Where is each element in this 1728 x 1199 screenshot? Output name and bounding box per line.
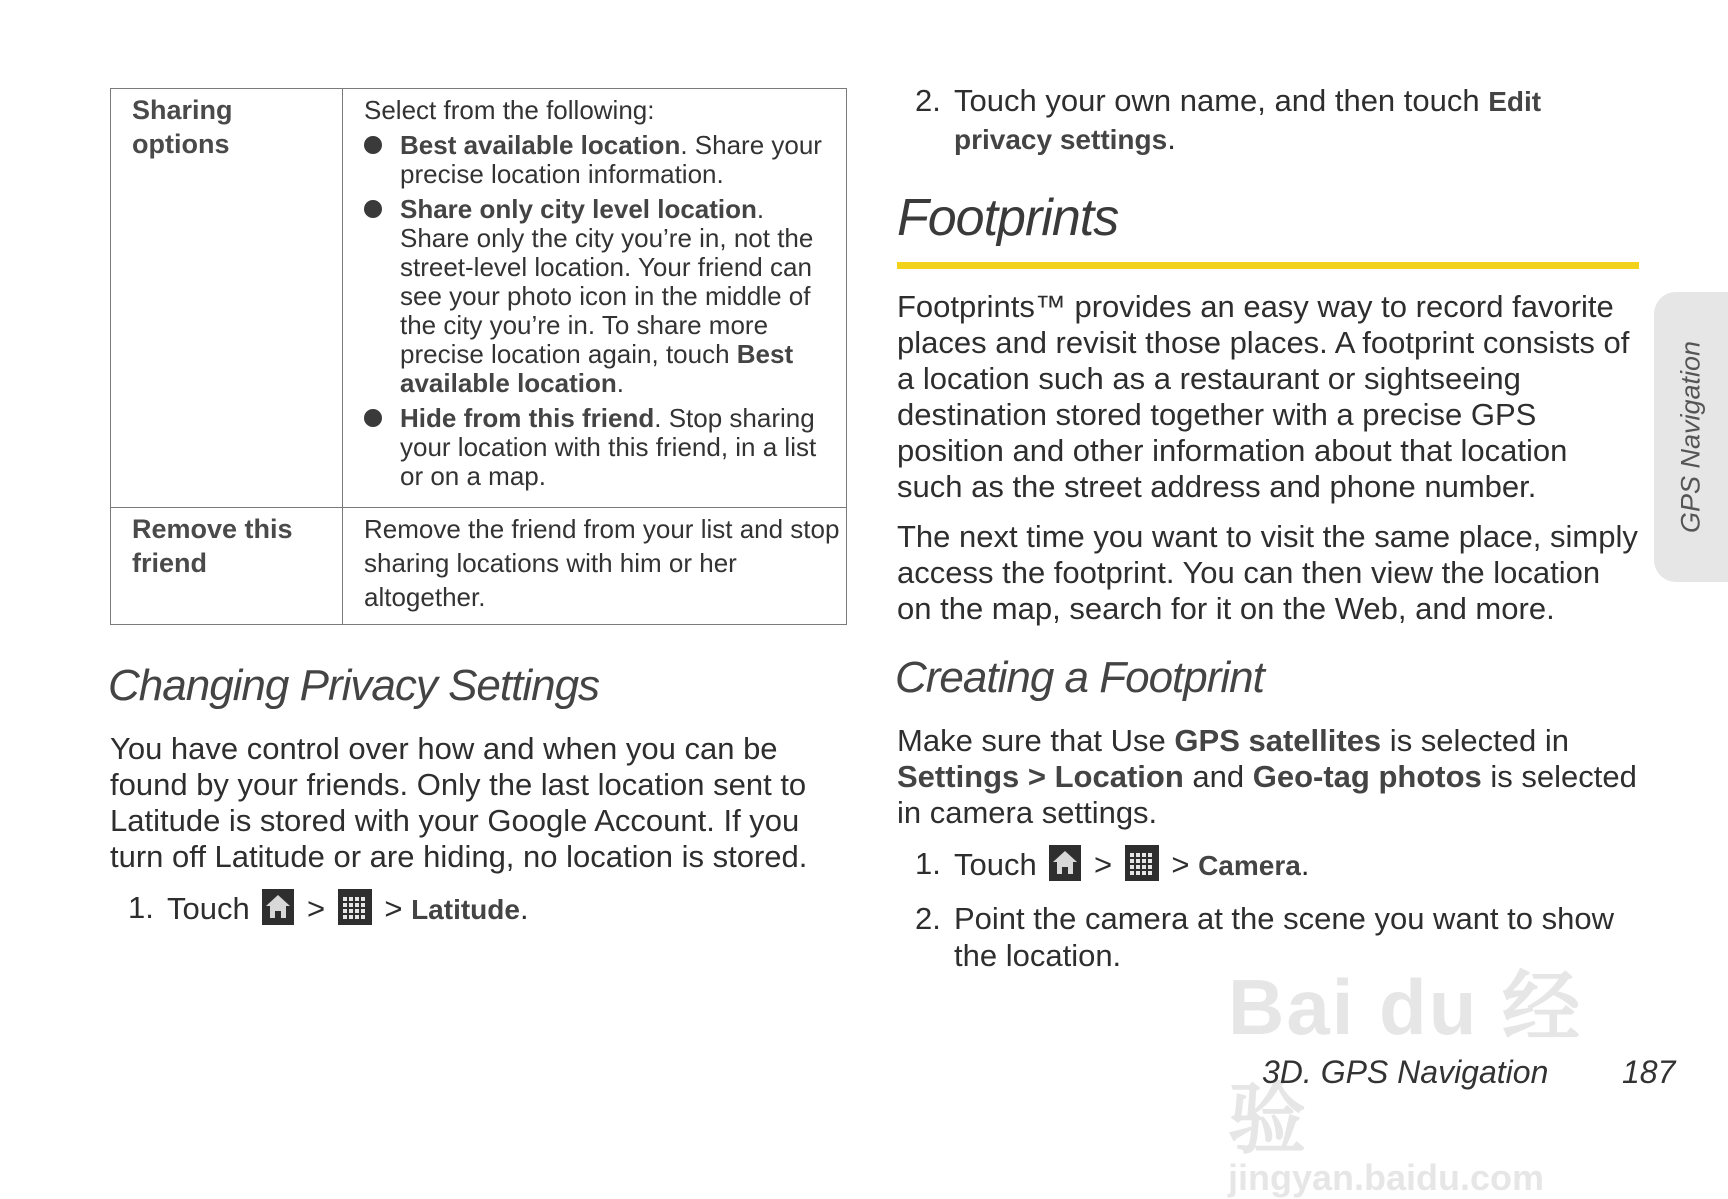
step-number: 1. xyxy=(915,846,941,881)
setting-name: Geo-tag photos xyxy=(1252,759,1482,794)
chapter-side-tab xyxy=(1654,292,1728,582)
bullet-icon xyxy=(364,136,382,154)
step-end: . xyxy=(1167,121,1176,156)
privacy-step-1 xyxy=(110,889,848,928)
option-desc: . Share your precise location information. xyxy=(400,130,822,189)
watermark-logo: Bai du 经验 xyxy=(1228,963,1583,1163)
right-column xyxy=(897,82,1639,990)
table-intro: Select from the following: xyxy=(364,95,655,125)
heading-rule xyxy=(897,262,1639,269)
list-item xyxy=(364,131,840,189)
step-sep: > xyxy=(384,891,403,926)
step-text: Touch xyxy=(954,847,1037,882)
option-name: Share only city level location xyxy=(400,194,757,224)
privacy-heading: Changing Privacy Settings xyxy=(108,661,600,710)
options-table xyxy=(110,88,847,625)
watermark-url: jingyan.baidu.com xyxy=(1228,1157,1545,1198)
step-target: Camera xyxy=(1198,850,1301,881)
option-ref: Best available location xyxy=(400,339,794,398)
creating-step-2 xyxy=(897,900,1639,974)
side-tab-label: GPS Navigation xyxy=(1675,340,1706,534)
step-sep: > xyxy=(1171,847,1190,882)
privacy-body: You have control over how and when you can be found by your friends. Only the last location sent to Latitude is stored with your Google Account. If you turn off Latitude or are hiding, no location is stored. xyxy=(110,731,808,874)
list-item xyxy=(364,404,840,491)
footer-section: 3D. GPS Navigation xyxy=(1262,1054,1549,1090)
home-icon xyxy=(1049,845,1081,881)
home-icon xyxy=(262,889,294,925)
table-value xyxy=(343,89,847,508)
step-target: Latitude xyxy=(411,894,520,925)
text: is selected in xyxy=(1381,723,1570,758)
page-number: 187 xyxy=(1622,1054,1676,1090)
table-row xyxy=(111,89,847,508)
option-desc: . Share only the city you’re in, not the street-level location. Your friend can see your photo icon in the middle of the city you’re in. To share more precise location again, touch xyxy=(400,194,814,369)
apps-grid-icon xyxy=(338,889,372,925)
step-sep: > xyxy=(306,891,326,926)
step-number: 2. xyxy=(915,901,941,936)
step-number: 1. xyxy=(128,890,154,925)
left-column xyxy=(110,88,848,944)
step-text: Point the camera at the scene you want to show the location. xyxy=(954,901,1614,973)
creating-heading: Creating a Footprint xyxy=(895,653,1264,702)
footprints-body-1: Footprints™ provides an easy way to record favorite places and revisit those places. A footprint consists of a location such as a restaurant or sightseeing destination stored together with a precise GPS position and other information about that location such as the street address and phone number. xyxy=(897,289,1630,504)
option-name: Best available location xyxy=(400,130,681,160)
apps-grid-icon xyxy=(1125,845,1159,881)
creating-body xyxy=(897,723,1639,831)
table-row xyxy=(111,508,847,625)
option-tail: . xyxy=(616,368,624,398)
footprints-body-2: The next time you want to visit the same place, simply access the footprint. You can then view the location on the map, search for it on the Web, and more. xyxy=(897,519,1638,626)
text: Make sure that Use xyxy=(897,723,1175,758)
bullet-icon xyxy=(364,200,382,218)
list-item xyxy=(364,195,840,398)
text: is selected in camera settings. xyxy=(897,759,1637,830)
step-text: Touch your own name, and then touch xyxy=(954,83,1489,118)
remove-desc: Remove the friend from your list and stop sharing locations with him or her altogether. xyxy=(364,514,840,612)
step-target: Edit privacy settings xyxy=(954,86,1542,155)
option-desc: . Stop sharing your location with this friend, in a list or on a map. xyxy=(400,403,817,491)
setting-path: Settings > Location xyxy=(897,759,1184,794)
step-number: 2. xyxy=(915,83,941,118)
option-name: Hide from this friend xyxy=(400,403,655,433)
privacy-step-2 xyxy=(897,82,1639,158)
footprints-heading: Footprints xyxy=(897,189,1119,247)
step-end: . xyxy=(1300,847,1310,882)
step-end: . xyxy=(519,891,529,926)
table-key: Sharing options xyxy=(111,89,343,508)
table-key: Remove this friend xyxy=(111,508,343,625)
bullet-icon xyxy=(364,409,382,427)
bullet-list xyxy=(364,131,840,491)
step-text: Touch xyxy=(167,891,250,926)
table-value xyxy=(343,508,847,625)
creating-step-1 xyxy=(897,845,1639,884)
step-sep: > xyxy=(1093,847,1113,882)
setting-name: GPS satellites xyxy=(1174,723,1382,758)
text: and xyxy=(1183,759,1253,794)
